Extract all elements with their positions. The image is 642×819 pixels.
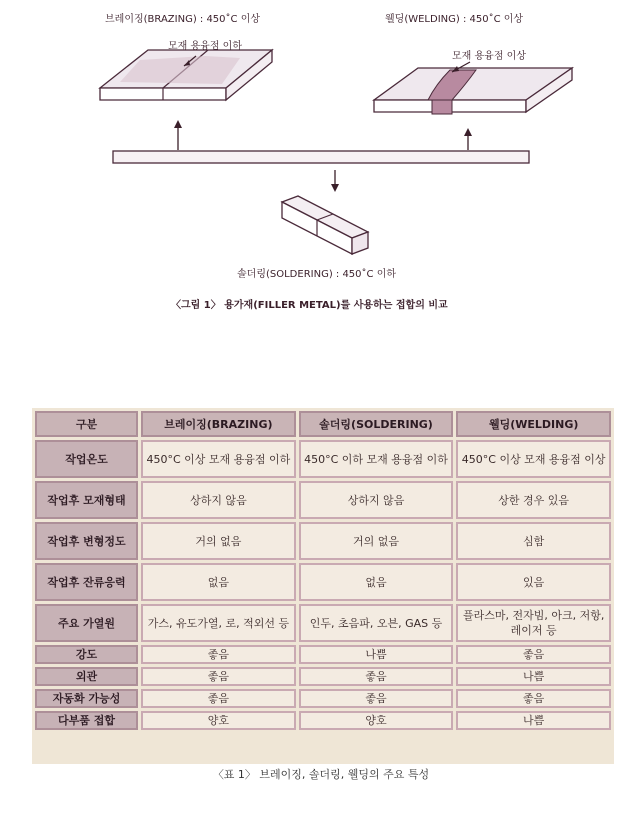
- row-label: 작업후 잔류응력: [35, 563, 138, 601]
- cell-soldering: 450°C 이하 모재 용융점 이하: [299, 440, 454, 478]
- cell-soldering: 상하지 않음: [299, 481, 454, 519]
- cell-welding: 심함: [456, 522, 611, 560]
- cell-brazing: 좋음: [141, 689, 296, 708]
- row-label: 작업후 변형정도: [35, 522, 138, 560]
- soldering-label: 솔더링(SOLDERING) : 450˚C 이하: [237, 269, 397, 280]
- cell-brazing: 거의 없음: [141, 522, 296, 560]
- brazing-label: 브레이징(BRAZING) : 450˚C 이상: [105, 14, 261, 25]
- table-row: [35, 604, 611, 642]
- cell-soldering: 좋음: [299, 689, 454, 708]
- row-label: 강도: [35, 645, 138, 664]
- cell-welding: 좋음: [456, 689, 611, 708]
- cell-soldering: 거의 없음: [299, 522, 454, 560]
- cell-soldering: 양호: [299, 711, 454, 730]
- cell-brazing: 양호: [141, 711, 296, 730]
- welding-label: 웰딩(WELDING) : 450˚C 이상: [385, 14, 524, 25]
- cell-welding: 450°C 이상 모재 용융점 이상: [456, 440, 611, 478]
- table-row: [35, 440, 611, 478]
- row-label: 외관: [35, 667, 138, 686]
- table-row: [35, 481, 611, 519]
- cell-soldering: 좋음: [299, 667, 454, 686]
- cell-welding: 플라스마, 전자빔, 아크, 저항, 레이저 등: [456, 604, 611, 642]
- row-label: 작업후 모재형태: [35, 481, 138, 519]
- figure-caption: 〈그림 1〉 용가재(FILLER METAL)를 사용하는 접합의 비교: [171, 300, 448, 311]
- table-row: [35, 667, 611, 686]
- row-label: 다부품 접합: [35, 711, 138, 730]
- properties-table-container: [32, 408, 614, 764]
- row-label: 주요 가열원: [35, 604, 138, 642]
- properties-table: [32, 408, 614, 733]
- cell-soldering: 인두, 초음파, 오븐, GAS 등: [299, 604, 454, 642]
- header-category: 구분: [35, 411, 138, 437]
- brazing-plate-drawing: [100, 50, 272, 100]
- table-row: [35, 522, 611, 560]
- cell-welding: 나쁨: [456, 667, 611, 686]
- cell-brazing: 좋음: [141, 645, 296, 664]
- brazing-arrow-label: 모재 용융점 이하: [168, 41, 242, 52]
- cell-welding: 상한 경우 있음: [456, 481, 611, 519]
- cell-brazing: 가스, 유도가열, 로, 적외선 등: [141, 604, 296, 642]
- header-welding: 웰딩(WELDING): [456, 411, 611, 437]
- header-brazing: 브레이징(BRAZING): [141, 411, 296, 437]
- cell-soldering: 없음: [299, 563, 454, 601]
- cell-welding: 좋음: [456, 645, 611, 664]
- cell-welding: 있음: [456, 563, 611, 601]
- cell-soldering: 나쁨: [299, 645, 454, 664]
- table-row: [35, 563, 611, 601]
- welding-plate-drawing: [374, 62, 572, 114]
- cell-brazing: 450°C 이상 모재 용융점 이하: [141, 440, 296, 478]
- table-caption: 〈표 1〉 브레이징, 솔더링, 웰딩의 주요 특성: [212, 768, 430, 781]
- cell-brazing: 좋음: [141, 667, 296, 686]
- table-row: [35, 689, 611, 708]
- cell-brazing: 상하지 않음: [141, 481, 296, 519]
- table-row: [35, 645, 611, 664]
- table-row: [35, 711, 611, 730]
- filler-metal-bar: [113, 151, 529, 163]
- header-soldering: 솔더링(SOLDERING): [299, 411, 454, 437]
- row-label: 작업온도: [35, 440, 138, 478]
- welding-arrow-label: 모재 용융점 이상: [452, 51, 526, 62]
- cell-welding: 나쁨: [456, 711, 611, 730]
- table-header-row: [35, 411, 611, 437]
- row-label: 자동화 가능성: [35, 689, 138, 708]
- soldering-blocks-drawing: [282, 196, 368, 254]
- cell-brazing: 없음: [141, 563, 296, 601]
